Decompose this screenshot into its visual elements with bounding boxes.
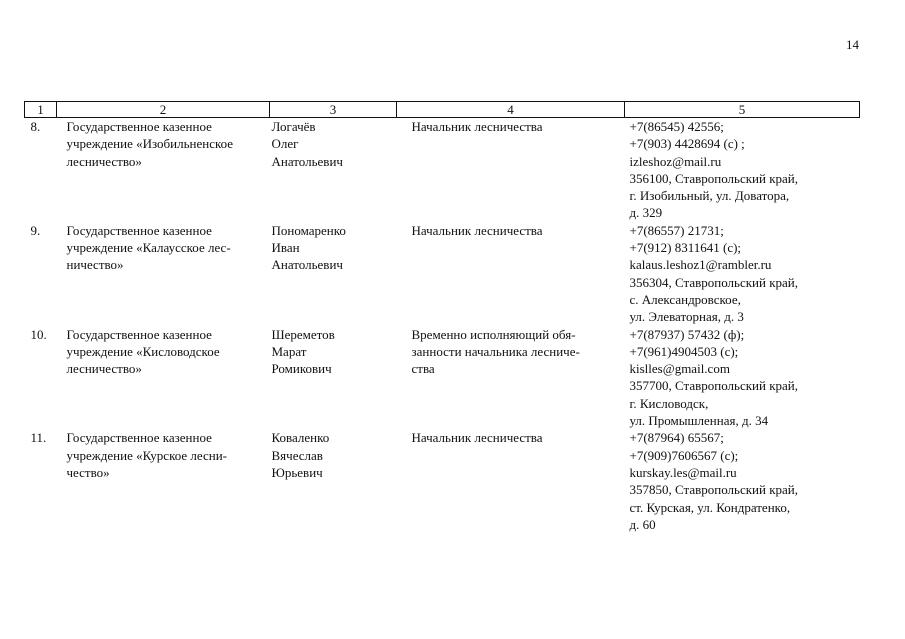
forestry-contacts-table — [24, 101, 860, 533]
table-row — [25, 326, 860, 430]
contact-details: +7(86545) 42556; +7(903) 4428694 (с) ; izleshoz@mail.ru 356100, Ставропольский край, г. Изобильный, ул. Доватора, д. 329 — [629, 119, 798, 221]
organization-name: Государственное казенное учреждение «Кисловодское лесничество» — [66, 326, 220, 377]
head-position: Временно исполняющий обя- занности начальника лесниче- ства — [411, 326, 580, 377]
head-full-name: Пономаренко Иван Анатольевич — [271, 222, 346, 273]
organization-name: Государственное казенное учреждение «Изобильненское лесничество» — [66, 119, 234, 169]
page-number: 14 — [846, 37, 859, 52]
head-position: Начальник лесничества — [411, 222, 543, 238]
column-header-4: 4 — [397, 102, 625, 118]
contact-details: +7(87937) 57432 (ф); +7(961)4904503 (с); kislles@gmail.com 357700, Ставропольский край, г. Кисловодск, ул. Промышленная, д. 34 — [629, 326, 798, 429]
row-number: 10. — [30, 326, 47, 342]
table-row — [25, 222, 860, 326]
row-number: 8. — [30, 119, 41, 134]
row-number: 11. — [30, 430, 47, 446]
table-row — [25, 429, 860, 533]
head-full-name: Шереметов Марат Ромикович — [271, 326, 335, 377]
row-number: 9. — [30, 222, 41, 238]
contact-details: +7(86557) 21731; +7(912) 8311641 (с); kalaus.leshoz1@rambler.ru 356304, Ставропольский край, с. Александровское, ул. Элеваторная, д. 3 — [629, 222, 798, 325]
column-header-1: 1 — [25, 102, 57, 118]
head-full-name: Логачёв Олег Анатольевич — [271, 119, 343, 169]
table-row — [25, 118, 860, 222]
head-position: Начальник лесничества — [411, 119, 543, 134]
head-full-name: Коваленко Вячеслав Юрьевич — [271, 430, 330, 480]
head-position: Начальник лесничества — [411, 430, 543, 446]
column-header-3: 3 — [270, 102, 397, 118]
column-number-row — [25, 102, 860, 118]
column-header-5: 5 — [625, 102, 860, 118]
contact-details: +7(87964) 65567; +7(909)7606567 (с); kurskay.les@mail.ru 357850, Ставропольский край, ст. Курская, ул. Кондратенко, д. 60 — [629, 430, 798, 532]
organization-name: Государственное казенное учреждение «Курское лесни- чество» — [66, 430, 228, 480]
organization-name: Государственное казенное учреждение «Калаусское лес- ничество» — [66, 222, 231, 273]
column-header-2: 2 — [57, 102, 270, 118]
